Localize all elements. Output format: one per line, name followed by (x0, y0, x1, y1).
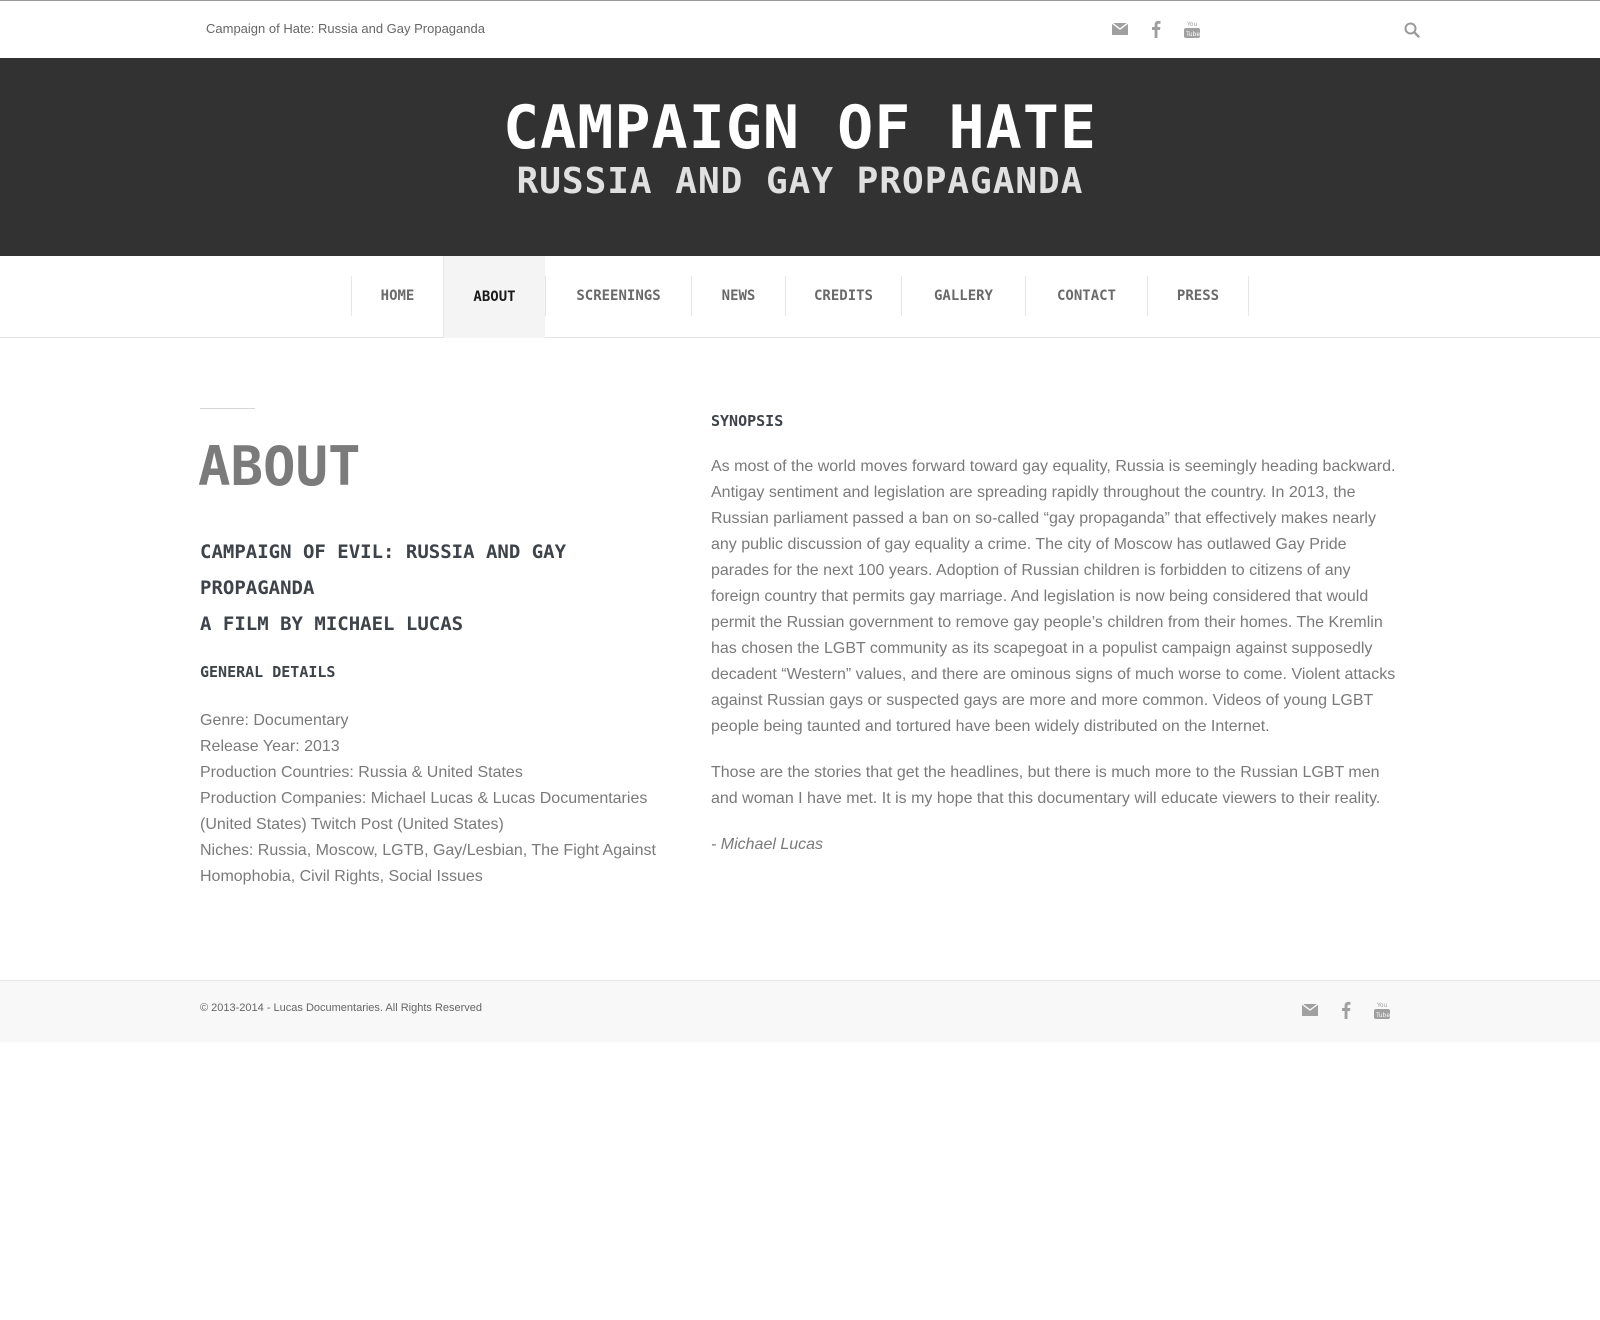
page-title: ABOUT (198, 435, 361, 498)
film-title-line2: A FILM BY MICHAEL LUCAS (200, 613, 464, 635)
nav-item-credits[interactable]: CREDITS (785, 276, 901, 316)
film-title-line1: CAMPAIGN OF EVIL: RUSSIA AND GAY PROPAGANDA (200, 541, 567, 599)
site-name[interactable]: Campaign of Hate: Russia and Gay Propaganda (206, 21, 485, 36)
nav-item-news[interactable]: NEWS (691, 276, 785, 316)
svg-text:Tube: Tube (1186, 31, 1200, 38)
youtube-icon[interactable] (1182, 18, 1202, 40)
film-title (200, 534, 660, 642)
nav-item-screenings[interactable]: SCREENINGS (545, 276, 691, 316)
nav-item-home[interactable]: HOME (351, 276, 443, 316)
site-title[interactable]: CAMPAIGN OF HATE (503, 93, 1097, 163)
top-bar (0, 0, 1600, 58)
nav-item-press[interactable]: PRESS (1147, 276, 1249, 316)
details-heading: GENERAL DETAILS (200, 663, 336, 681)
nav-item-about[interactable]: ABOUT (443, 256, 545, 338)
nav-item-gallery[interactable]: GALLERY (901, 276, 1025, 316)
site-subtitle[interactable]: RUSSIA AND GAY PROPAGANDA (516, 161, 1084, 202)
synopsis-signature: - Michael Lucas (711, 836, 824, 853)
synopsis-heading: SYNOPSIS (711, 412, 784, 430)
mail-icon[interactable] (1300, 999, 1320, 1021)
detail-companies: Production Companies: Michael Lucas & Lucas Documentaries (United States) Twitch Post (United States) (200, 790, 648, 833)
facebook-icon[interactable] (1146, 18, 1166, 40)
detail-genre: Genre: Documentary (200, 712, 349, 729)
synopsis-paragraph: As most of the world moves forward toward gay equality, Russia is seemingly heading backward. Antigay sentiment and legislation are spreading rapidly throughout the country. In 2013, the Russian parliament passed a ban on so-called “gay propaganda” that effectively makes nearly any public discussion of gay equality a crime. The city of Moscow has outlawed Gay Pride parades for the next 100 years. Adoption of Russian children is forbidden to citizens of any foreign country that permits gay marriage. And legislation is now being considered that would permit the Russian government to remove gay people’s children from their homes. The Kremlin has chosen the LGBT community as its scapegoat in a populist campaign against supposedly decadent “Western” values, and there are ominous signs of much worse to come. Violent attacks against Russian gays or suspected gays are more and more common. Videos of young LGBT people being taunted and tortured have been widely distributed on the Internet. (711, 458, 1396, 735)
youtube-icon[interactable] (1372, 999, 1392, 1021)
main-nav (0, 256, 1600, 338)
footer-social-links (1300, 999, 1392, 1021)
synopsis-paragraph: Those are the stories that get the headlines, but there is much more to the Russian LGBT men and woman I have met. It is my hope that this documentary will educate viewers to their reality. (711, 764, 1381, 807)
site-header (0, 58, 1600, 256)
detail-countries: Production Countries: Russia & United States (200, 764, 523, 781)
detail-niches: Niches: Russia, Moscow, LGTB, Gay/Lesbian, The Fight Against Homophobia, Civil Rights, Social Issues (200, 842, 656, 885)
mail-icon[interactable] (1110, 18, 1130, 40)
title-divider (200, 408, 255, 409)
svg-text:Tube: Tube (1376, 1012, 1390, 1019)
details-list (200, 708, 660, 890)
svg-text:You: You (1187, 21, 1198, 28)
top-social-links (1110, 18, 1202, 40)
site-footer (0, 980, 1600, 1042)
svg-text:You: You (1377, 1002, 1388, 1009)
search-icon[interactable] (1402, 19, 1422, 41)
copyright-text: © 2013-2014 - Lucas Documentaries. All Rights Reserved (200, 1002, 483, 1014)
synopsis-text (711, 454, 1401, 878)
facebook-icon[interactable] (1336, 999, 1356, 1021)
nav-item-contact[interactable]: CONTACT (1025, 276, 1147, 316)
detail-year: Release Year: 2013 (200, 738, 340, 755)
